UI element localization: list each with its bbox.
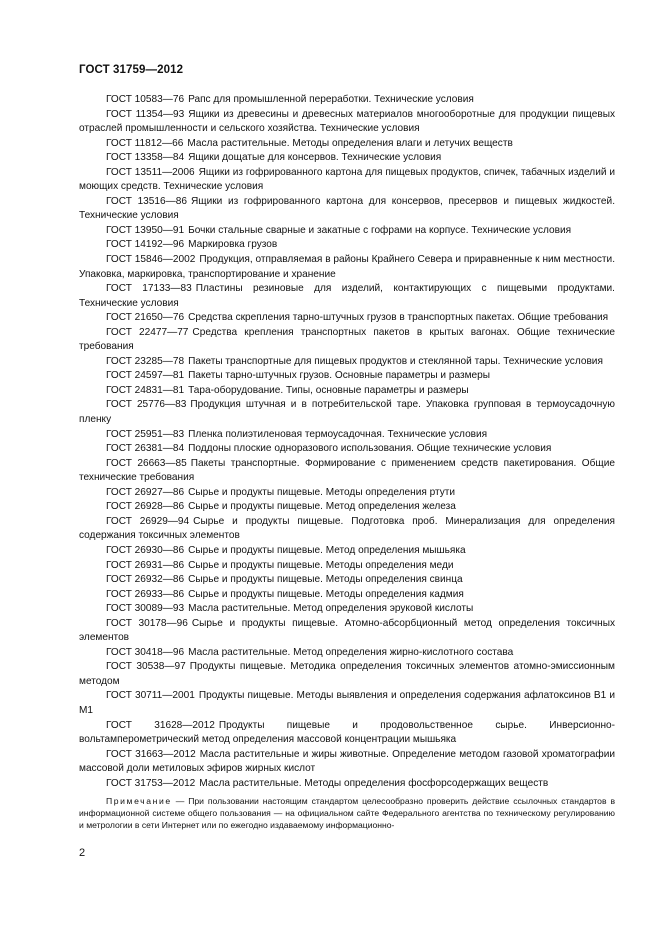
- reference-title: Ящики из древесины и древесных материалов многооборотные для продукции пищевых отраслей промышленности и сельского хозяйства. Технические условия: [79, 108, 615, 135]
- reference-item: [79, 457, 615, 486]
- reference-title: Средства крепления транспортных пакетов в крытых вагонах. Общие технические требования: [79, 326, 615, 353]
- reference-title: Сырье и продукты пищевые. Методы определения кадмия: [188, 588, 464, 600]
- reference-title: Пакеты тарно-штучных грузов. Основные параметры и размеры: [188, 370, 490, 382]
- note-paragraph: [79, 795, 615, 832]
- reference-code: ГОСТ 11812—66: [106, 137, 184, 149]
- page-number: 2: [79, 847, 86, 859]
- reference-title: Продукты пищевые и продовольственное сырье. Инверсионно-вольтамперометрический метод определения массовой концентрации мышьяка: [79, 719, 615, 746]
- reference-item: [79, 646, 615, 661]
- reference-code: ГОСТ 31663—2012: [106, 748, 196, 760]
- reference-code: ГОСТ 30089—93: [106, 603, 185, 615]
- reference-code: ГОСТ 26931—86: [106, 559, 185, 571]
- reference-item: [79, 369, 615, 384]
- reference-code: ГОСТ 17133—83: [106, 283, 192, 295]
- reference-code: ГОСТ 13511—2006: [106, 166, 195, 178]
- reference-code: ГОСТ 24597—81: [106, 370, 185, 382]
- reference-item: [79, 573, 615, 588]
- reference-code: ГОСТ 30711—2001: [106, 690, 195, 702]
- reference-item: [79, 689, 615, 718]
- reference-code: ГОСТ 26933—86: [106, 588, 185, 600]
- reference-item: [79, 253, 615, 282]
- reference-code: ГОСТ 21650—76: [106, 312, 185, 324]
- reference-code: ГОСТ 25951—83: [106, 428, 185, 440]
- reference-item: [79, 355, 615, 370]
- reference-code: ГОСТ 13950—91: [106, 224, 185, 236]
- reference-title: Тара-оборудование. Типы, основные параметры и размеры: [188, 384, 469, 396]
- reference-title: Масла растительные. Метод определения эруковой кислоты: [188, 603, 474, 615]
- reference-title: Масла растительные. Метод определения жирно-кислотного состава: [188, 646, 514, 658]
- reference-code: ГОСТ 24831—81: [106, 384, 185, 396]
- reference-item: [79, 137, 615, 152]
- reference-item: [79, 602, 615, 617]
- reference-title: Ящики из гофрированного картона для консервов, пресервов и пищевых жидкостей. Технические условия: [79, 195, 615, 222]
- reference-item: [79, 544, 615, 559]
- reference-item: [79, 442, 615, 457]
- reference-title: Сырье и продукты пищевые. Атомно-абсорбционный метод определения токсичных элементов: [79, 617, 615, 644]
- reference-code: ГОСТ 23285—78: [106, 355, 185, 367]
- reference-title: Ящики из гофрированного картона для пищевых продуктов, спичек, табачных изделий и моющих средств. Технические условия: [79, 166, 615, 193]
- reference-item: [79, 326, 615, 355]
- reference-item: [79, 93, 615, 108]
- reference-title: Сырье и продукты пищевые. Метод определения железа: [188, 501, 456, 513]
- reference-item: [79, 486, 615, 501]
- note-label: Примечание: [106, 796, 172, 806]
- reference-item: [79, 777, 615, 792]
- reference-title: Поддоны плоские одноразового использования. Общие технические условия: [188, 443, 552, 455]
- reference-code: ГОСТ 26927—86: [106, 486, 185, 498]
- reference-title: Сырье и продукты пищевые. Подготовка проб. Минерализация для определения содержания токсичных элементов: [79, 515, 615, 542]
- reference-code: ГОСТ 26928—86: [106, 501, 185, 513]
- reference-title: Средства скрепления тарно-штучных грузов в транспортных пакетах. Общие требования: [188, 312, 609, 324]
- reference-title: Пакеты транспортные. Формирование с применением средств пакетирования. Общие технические требования: [79, 457, 615, 484]
- reference-code: ГОСТ 13358—84: [106, 152, 185, 164]
- reference-item: [79, 108, 615, 137]
- reference-title: Пленка полиэтиленовая термоусадочная. Технические условия: [188, 428, 488, 440]
- note-text: — При пользовании настоящим стандартом целесообразно проверить действие ссылочных стандартов в информационной системе общего пользования — на официальном сайте Федерального агентства по техническому регулированию и метрологии в сети Интернет или по ежегодно издаваемому информационно-: [79, 796, 616, 831]
- reference-title: Сырье и продукты пищевые. Методы определения ртути: [188, 486, 456, 498]
- reference-item: [79, 588, 615, 603]
- reference-code: ГОСТ 11354—93: [106, 108, 185, 120]
- reference-item: [79, 151, 615, 166]
- reference-title: Рапс для промышленной переработки. Технические условия: [188, 94, 474, 105]
- reference-title: Пластины резиновые для изделий, контактирующих с пищевыми продуктами. Технические условия: [79, 283, 615, 309]
- reference-item: [79, 384, 615, 399]
- reference-code: ГОСТ 26932—86: [106, 574, 185, 586]
- reference-title: Маркировка грузов: [188, 239, 278, 251]
- normative-references-list: [79, 93, 615, 791]
- reference-item: [79, 748, 615, 777]
- reference-item: [79, 311, 615, 326]
- reference-code: ГОСТ 14192—96: [106, 239, 185, 251]
- reference-code: ГОСТ 26929—94: [106, 515, 190, 527]
- reference-title: Продукты пищевые. Методы выявления и определения содержания афлатоксинов B1 и M1: [79, 690, 615, 716]
- reference-code: ГОСТ 26930—86: [106, 544, 185, 556]
- reference-item: [79, 428, 615, 443]
- reference-code: ГОСТ 25776—83: [106, 399, 187, 411]
- reference-title: Сырье и продукты пищевые. Метод определения мышьяка: [188, 544, 466, 556]
- standard-header: ГОСТ 31759—2012: [79, 64, 184, 76]
- reference-title: Масла растительные. Методы определения фосфорсодержащих веществ: [199, 777, 549, 789]
- reference-title: Бочки стальные сварные и закатные с гофрами на корпусе. Технические условия: [188, 224, 572, 236]
- reference-title: Продукты пищевые. Методика определения токсичных элементов атомно-эмиссионным методом: [79, 661, 615, 687]
- reference-item: [79, 224, 615, 239]
- reference-title: Сырье и продукты пищевые. Методы определения свинца: [188, 574, 463, 586]
- reference-item: [79, 195, 615, 224]
- reference-title: Сырье и продукты пищевые. Методы определения меди: [188, 559, 454, 571]
- reference-code: ГОСТ 13516—86: [106, 195, 187, 207]
- reference-code: ГОСТ 22477—77: [106, 326, 189, 338]
- reference-code: ГОСТ 31753—2012: [106, 777, 196, 789]
- reference-item: [79, 500, 615, 515]
- reference-item: [79, 559, 615, 574]
- reference-code: ГОСТ 30418—96: [106, 646, 185, 658]
- reference-code: ГОСТ 26381—84: [106, 443, 185, 455]
- reference-code: ГОСТ 30178—96: [106, 617, 188, 629]
- reference-code: ГОСТ 15846—2002: [106, 254, 196, 266]
- reference-code: ГОСТ 26663—85: [106, 457, 187, 469]
- reference-item: [79, 719, 615, 748]
- reference-title: Масла растительные. Методы определения влаги и летучих веществ: [187, 137, 513, 149]
- reference-item: [79, 238, 615, 253]
- reference-code: ГОСТ 10583—76: [106, 94, 185, 105]
- reference-item: [79, 398, 615, 427]
- reference-title: Продукция, отправляемая в районы Крайнего Севера и приравненные к ним местности. Упаковка, маркировка, транспортирование и хранение: [79, 254, 615, 280]
- reference-title: Ящики дощатые для консервов. Технические условия: [188, 152, 442, 164]
- reference-code: ГОСТ 30538—97: [106, 661, 186, 673]
- reference-item: [79, 660, 615, 689]
- reference-item: [79, 515, 615, 544]
- reference-title: Пакеты транспортные для пищевых продуктов и стеклянной тары. Технические условия: [188, 355, 603, 367]
- reference-item: [79, 166, 615, 195]
- reference-item: [79, 282, 615, 311]
- reference-item: [79, 617, 615, 646]
- reference-code: ГОСТ 31628—2012: [106, 719, 215, 731]
- reference-title: Продукция штучная и в потребительской таре. Упаковка групповая в термоусадочную пленку: [79, 399, 615, 426]
- reference-title: Масла растительные и жиры животные. Определение методом газовой хроматографии массовой доли метиловых эфиров жирных кислот: [79, 748, 615, 775]
